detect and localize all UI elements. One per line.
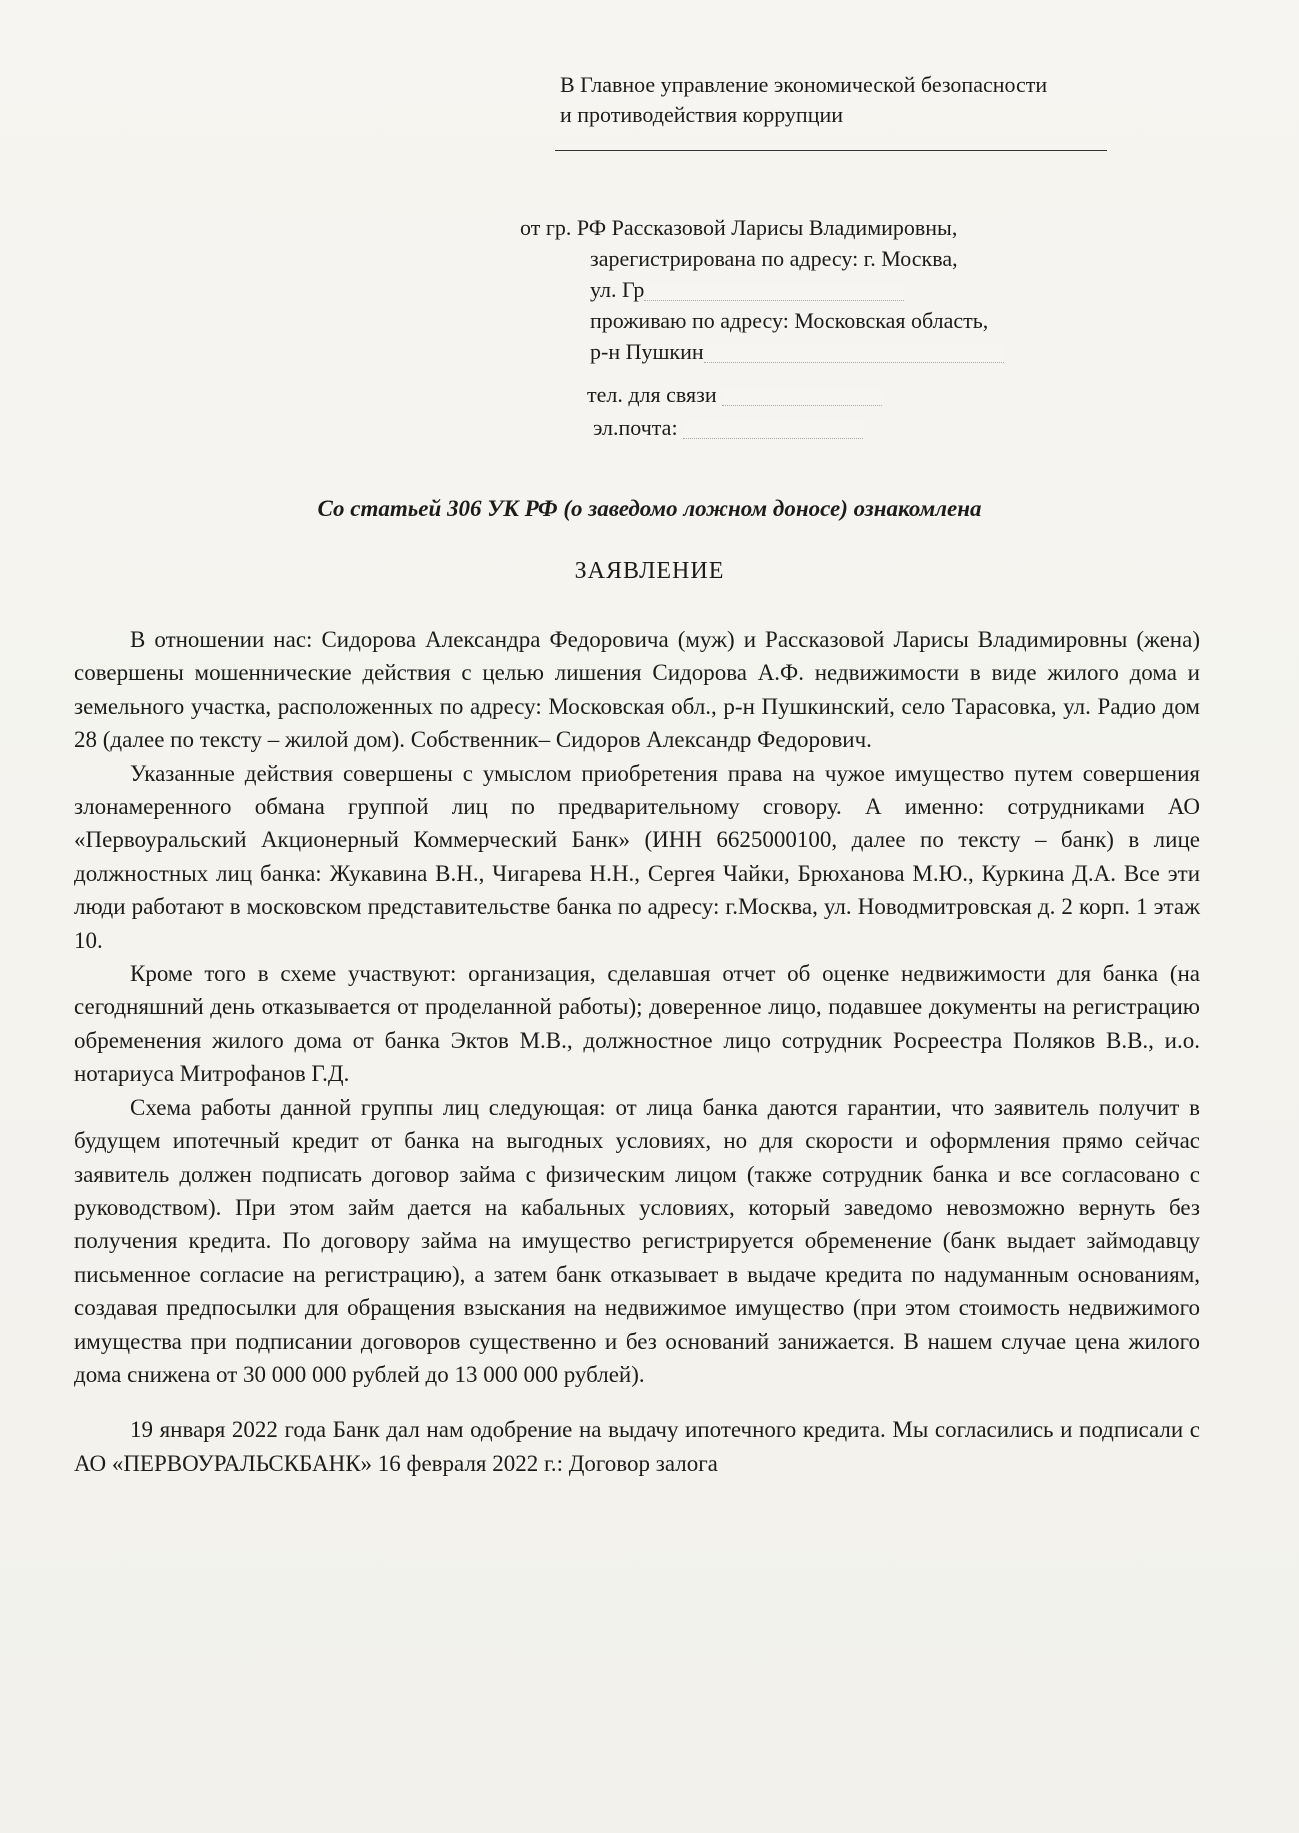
redacted-area — [683, 420, 863, 439]
paragraph: Кроме того в схеме участвуют: организация, сделавшая отчет об оценке недвижимости для банка (на сегодняшний день отказывается от проделанной работы); доверенное лицо, подавшее документы на регистрацию обременения жилого дома от банка Эктов М.В., должностное лицо сотрудник Росреестра Поляков В.В., и.о. нотариуса Митрофанов Г.Д. — [74, 961, 1200, 1087]
redacted-area — [704, 344, 1004, 363]
sender-line-1: от гр. РФ Рассказовой Ларисы Владимировны, — [520, 215, 958, 240]
paragraph: 19 января 2022 года Банк дал нам одобрение на выдачу ипотечного кредита. Мы согласились и подписали с АО «ПЕРВОУРАЛЬСКБАНК» 16 февраля 2022 г.: Договор залога — [74, 1417, 1200, 1476]
redacted-area — [644, 282, 904, 301]
phone-label: тел. для связи — [587, 382, 717, 407]
sender-line-3-text: ул. Гр — [590, 277, 645, 302]
sender-line-2: зарегистрирована по адресу: г. Москва, — [590, 246, 958, 271]
sender-line-3 — [520, 274, 1004, 305]
legal-warning: Со статьей 306 УК РФ (о заведомо ложном доносе) ознакомлена — [317, 496, 982, 521]
addressee-line-2: и противодействия коррупции — [560, 102, 844, 127]
paragraph: В отношении нас: Сидорова Александра Федоровича (муж) и Рассказовой Ларисы Владимировны (жена) совершены мошеннические действия с целью лишения Сидорова А.Ф. недвижимости в виде жилого дома и земельного участка, расположенных по адресу: Московская обл., р-н Пушкинский, село Тарасовка, ул. Радио дом 28 (далее по тексту – жилой дом). Собственник– Сидоров Александр Федорович. — [74, 627, 1200, 753]
paragraph: Схема работы данной группы лиц следующая: от лица банка даются гарантии, что заявитель получит в будущем ипотечный кредит от банка на выгодных условиях, но для скорости и оформления прямо сейчас заявитель должен подписать договор займа с физическим лицом (также сотрудник банка и все согласовано с руководством). При этом займ дается на кабальных условиях, который заведомо невозможно вернуть без получения кредита. По договору займа на имущество регистрируется обременение (банк выдает займодавцу письменное согласие на регистрацию), а затем банк отказывает в выдаче кредита по надуманным основаниям, создавая предпосылки для обращения взыскания на недвижимое имущество (при этом стоимость недвижимого имущества при подписании договоров существенно и без оснований занижается. В нашем случае цена жилого дома снижена от 30 000 000 рублей до 13 000 000 рублей). — [74, 1094, 1200, 1387]
sender-line-5 — [520, 336, 1004, 367]
email-label: эл.почта: — [593, 415, 678, 440]
sender-line-5-text: р-н Пушкин — [590, 339, 704, 364]
contact-block — [587, 378, 882, 444]
addressee-underline — [555, 150, 1107, 151]
sender-line-4: проживаю по адресу: Московская область, — [590, 308, 989, 333]
redacted-area — [722, 387, 882, 406]
sender-block — [520, 212, 1004, 367]
paragraph: Указанные действия совершены с умыслом приобретения права на чужое имущество путем совершения злонамеренного обмана группой лиц по предварительному сговору. А именно: сотрудниками АО «Первоуральский Акционерный Коммерческий Банк» (ИНН 6625000100, далее по тексту – банк) в лице должностных лиц банка: Жукавина В.Н., Чигарева Н.Н., Сергея Чайки, Брюханова М.Ю., Куркина Д.А. Все эти люди работают в московском представительстве банка по адресу: г.Москва, ул. Новодмитровская д. 2 корп. 1 этаж 10. — [74, 760, 1200, 953]
document-title: ЗАЯВЛЕНИЕ — [574, 558, 725, 584]
phone-line — [587, 378, 882, 411]
addressee-block — [560, 70, 1047, 130]
email-line — [587, 411, 882, 444]
statement-body — [74, 623, 1200, 1480]
addressee-line-1: В Главное управление экономической безопасности — [560, 72, 1048, 97]
